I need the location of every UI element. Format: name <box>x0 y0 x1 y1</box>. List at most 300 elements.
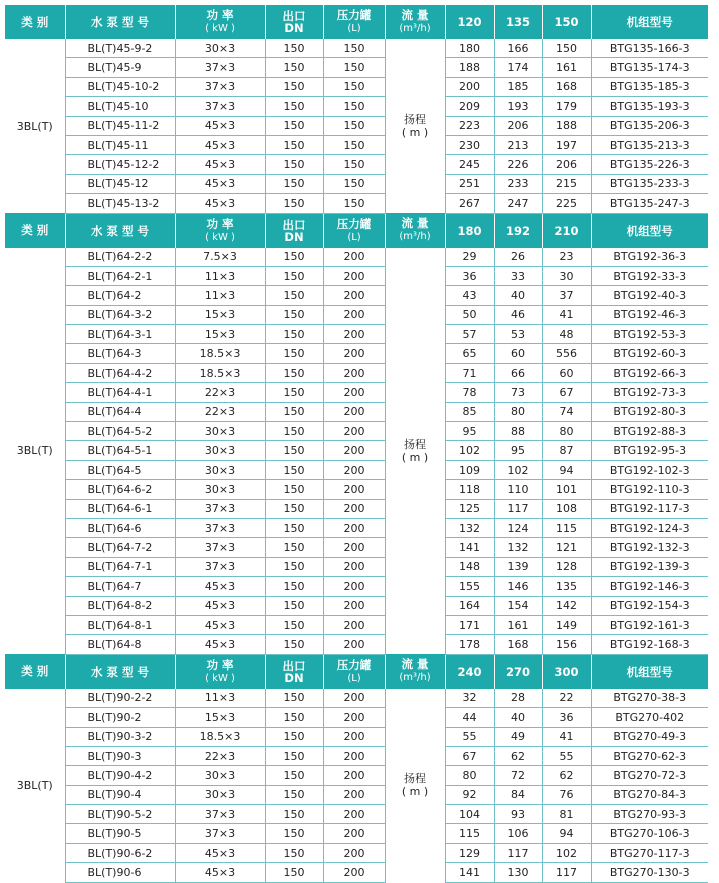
table-row <box>5 499 708 518</box>
cell-power: 30×3 <box>175 441 265 460</box>
table-row <box>5 480 708 499</box>
cell-pump-model: BL(T)45-11 <box>65 135 175 154</box>
cell-tank: 200 <box>323 286 385 305</box>
table-row <box>5 557 708 576</box>
category-cell: 3BL(T) <box>5 248 65 655</box>
cell-power: 11×3 <box>175 689 265 708</box>
section-header-row <box>5 5 708 39</box>
cell-tank: 150 <box>323 77 385 96</box>
cell-head-2: 154 <box>494 596 542 615</box>
cell-pump-model: BL(T)64-3 <box>65 344 175 363</box>
table-row <box>5 577 708 596</box>
cell-power: 45×3 <box>175 155 265 174</box>
cell-outlet: 150 <box>265 266 323 285</box>
cell-unit-model: BTG270-38-3 <box>591 689 708 708</box>
cell-head-3: 168 <box>542 77 591 96</box>
cell-tank: 200 <box>323 441 385 460</box>
table-row <box>5 155 708 174</box>
cell-head-1: 148 <box>445 557 494 576</box>
cell-outlet: 150 <box>265 557 323 576</box>
cell-pump-model: BL(T)90-2-2 <box>65 689 175 708</box>
cell-outlet: 150 <box>265 863 323 882</box>
cell-power: 37×3 <box>175 58 265 77</box>
cell-outlet: 150 <box>265 746 323 765</box>
cell-head-2: 60 <box>494 344 542 363</box>
head-label: 扬程 <box>404 772 426 786</box>
cell-head-1: 118 <box>445 480 494 499</box>
cell-head-3: 188 <box>542 116 591 135</box>
cell-unit-model: BTG192-66-3 <box>591 363 708 382</box>
cell-power: 45×3 <box>175 116 265 135</box>
table-row <box>5 248 708 267</box>
cell-head-3: 36 <box>542 708 591 727</box>
cell-head-3: 62 <box>542 766 591 785</box>
header-tank-text: 压力罐 <box>336 657 372 672</box>
header-tank-text: (L) <box>347 23 361 34</box>
cell-head-3: 161 <box>542 58 591 77</box>
table-row <box>5 766 708 785</box>
cell-power: 45×3 <box>175 174 265 193</box>
cell-head-1: 132 <box>445 518 494 537</box>
cell-head-2: 72 <box>494 766 542 785</box>
header-tank <box>323 654 385 689</box>
cell-pump-model: BL(T)90-4-2 <box>65 766 175 785</box>
header-outlet <box>265 213 323 248</box>
cell-unit-model: BTG192-110-3 <box>591 480 708 499</box>
cell-pump-model: BL(T)64-2-1 <box>65 266 175 285</box>
cell-head-1: 36 <box>445 266 494 285</box>
cell-pump-model: BL(T)90-5 <box>65 824 175 843</box>
cell-tank: 200 <box>323 843 385 862</box>
cell-unit-model: BTG270-49-3 <box>591 727 708 746</box>
cell-pump-model: BL(T)64-2 <box>65 286 175 305</box>
header-flow-1 <box>445 213 494 248</box>
header-flow-3 <box>542 654 591 689</box>
cell-head-2: 139 <box>494 557 542 576</box>
cell-head-2: 46 <box>494 305 542 324</box>
header-flow-text: (m³/h) <box>399 672 431 684</box>
head-label-cell <box>385 689 445 882</box>
cell-head-1: 50 <box>445 305 494 324</box>
cell-power: 45×3 <box>175 596 265 615</box>
table-row <box>5 39 708 58</box>
table-row <box>5 402 708 421</box>
cell-tank: 150 <box>323 58 385 77</box>
cell-power: 45×3 <box>175 577 265 596</box>
cell-unit-model: BTG270-130-3 <box>591 863 708 882</box>
table-row <box>5 135 708 154</box>
cell-head-1: 29 <box>445 248 494 267</box>
cell-outlet: 150 <box>265 577 323 596</box>
cell-tank: 150 <box>323 116 385 135</box>
cell-tank: 200 <box>323 635 385 654</box>
cell-unit-model: BTG192-53-3 <box>591 325 708 344</box>
cell-head-2: 247 <box>494 194 542 213</box>
table-row <box>5 746 708 765</box>
cell-power: 45×3 <box>175 635 265 654</box>
table-body <box>5 5 708 882</box>
header-flow-2-text: 192 <box>505 223 530 238</box>
cell-head-2: 102 <box>494 460 542 479</box>
cell-head-2: 117 <box>494 843 542 862</box>
cell-power: 22×3 <box>175 383 265 402</box>
cell-tank: 200 <box>323 785 385 804</box>
header-unit-model <box>591 5 708 39</box>
cell-head-2: 40 <box>494 708 542 727</box>
cell-head-3: 149 <box>542 615 591 634</box>
cell-outlet: 150 <box>265 843 323 862</box>
cell-unit-model: BTG270-93-3 <box>591 805 708 824</box>
cell-head-2: 106 <box>494 824 542 843</box>
cell-head-2: 168 <box>494 635 542 654</box>
cell-power: 45×3 <box>175 194 265 213</box>
cell-head-3: 128 <box>542 557 591 576</box>
header-power-text: 功 率 <box>206 8 234 22</box>
cell-outlet: 150 <box>265 689 323 708</box>
cell-head-2: 95 <box>494 441 542 460</box>
cell-head-1: 209 <box>445 97 494 116</box>
cell-head-3: 48 <box>542 325 591 344</box>
cell-head-2: 174 <box>494 58 542 77</box>
header-flow-text: (m³/h) <box>399 23 431 34</box>
cell-head-3: 30 <box>542 266 591 285</box>
cell-outlet: 150 <box>265 460 323 479</box>
header-flow-1 <box>445 5 494 39</box>
cell-pump-model: BL(T)64-4-1 <box>65 383 175 402</box>
cell-tank: 200 <box>323 383 385 402</box>
cell-power: 30×3 <box>175 480 265 499</box>
cell-power: 11×3 <box>175 286 265 305</box>
cell-head-1: 55 <box>445 727 494 746</box>
cell-head-2: 233 <box>494 174 542 193</box>
cell-head-2: 66 <box>494 363 542 382</box>
header-unit-model <box>591 213 708 248</box>
table-row <box>5 441 708 460</box>
cell-tank: 200 <box>323 325 385 344</box>
cell-pump-model: BL(T)90-6 <box>65 863 175 882</box>
cell-head-3: 94 <box>542 460 591 479</box>
header-type-text: 类 别 <box>21 15 49 29</box>
cell-unit-model: BTG135-226-3 <box>591 155 708 174</box>
header-tank-text: 压力罐 <box>336 216 372 231</box>
cell-power: 37×3 <box>175 538 265 557</box>
cell-pump-model: BL(T)64-7 <box>65 577 175 596</box>
cell-unit-model: BTG270-106-3 <box>591 824 708 843</box>
header-power-text: ( kW ) <box>205 672 235 684</box>
cell-power: 37×3 <box>175 824 265 843</box>
cell-head-2: 124 <box>494 518 542 537</box>
cell-outlet: 150 <box>265 402 323 421</box>
cell-head-1: 245 <box>445 155 494 174</box>
cell-power: 30×3 <box>175 766 265 785</box>
cell-head-3: 23 <box>542 248 591 267</box>
cell-head-2: 33 <box>494 266 542 285</box>
cell-pump-model: BL(T)64-3-2 <box>65 305 175 324</box>
header-unit-model-text: 机组型号 <box>626 15 673 29</box>
cell-head-1: 141 <box>445 538 494 557</box>
cell-tank: 200 <box>323 363 385 382</box>
cell-head-3: 102 <box>542 843 591 862</box>
cell-unit-model: BTG192-102-3 <box>591 460 708 479</box>
table-row <box>5 58 708 77</box>
table-row <box>5 77 708 96</box>
header-outlet-text: 出口 <box>282 217 306 232</box>
cell-head-1: 230 <box>445 135 494 154</box>
table-row <box>5 596 708 615</box>
cell-head-2: 161 <box>494 615 542 634</box>
cell-head-2: 80 <box>494 402 542 421</box>
header-pump-model <box>65 5 175 39</box>
header-type <box>5 5 65 39</box>
cell-outlet: 150 <box>265 194 323 213</box>
cell-unit-model: BTG135-206-3 <box>591 116 708 135</box>
cell-head-1: 78 <box>445 383 494 402</box>
cell-unit-model: BTG192-73-3 <box>591 383 708 402</box>
header-tank-text: 压力罐 <box>336 8 372 22</box>
cell-tank: 200 <box>323 266 385 285</box>
cell-pump-model: BL(T)90-3-2 <box>65 727 175 746</box>
cell-pump-model: BL(T)64-5-1 <box>65 441 175 460</box>
cell-outlet: 150 <box>265 39 323 58</box>
cell-head-2: 73 <box>494 383 542 402</box>
cell-outlet: 150 <box>265 155 323 174</box>
cell-tank: 200 <box>323 248 385 267</box>
table-row <box>5 383 708 402</box>
cell-outlet: 150 <box>265 441 323 460</box>
cell-head-2: 49 <box>494 727 542 746</box>
table-row <box>5 785 708 804</box>
table-row <box>5 538 708 557</box>
cell-head-1: 109 <box>445 460 494 479</box>
category-cell: 3BL(T) <box>5 689 65 882</box>
cell-head-3: 81 <box>542 805 591 824</box>
cell-unit-model: BTG270-402 <box>591 708 708 727</box>
cell-head-1: 92 <box>445 785 494 804</box>
cell-head-3: 197 <box>542 135 591 154</box>
head-unit: ( m ) <box>401 450 429 464</box>
cell-head-3: 556 <box>542 344 591 363</box>
header-flow-2 <box>494 5 542 39</box>
cell-power: 30×3 <box>175 785 265 804</box>
cell-head-1: 200 <box>445 77 494 96</box>
cell-unit-model: BTG270-72-3 <box>591 766 708 785</box>
cell-pump-model: BL(T)45-12 <box>65 174 175 193</box>
cell-power: 22×3 <box>175 746 265 765</box>
cell-pump-model: BL(T)64-4-2 <box>65 363 175 382</box>
cell-pump-model: BL(T)64-5-2 <box>65 422 175 441</box>
table-row <box>5 266 708 285</box>
cell-tank: 200 <box>323 402 385 421</box>
header-pump-model-text: 水 泵 型 号 <box>90 15 149 29</box>
cell-tank: 200 <box>323 766 385 785</box>
cell-power: 37×3 <box>175 805 265 824</box>
cell-head-1: 129 <box>445 843 494 862</box>
table-row <box>5 116 708 135</box>
header-flow-1-text: 240 <box>457 664 482 679</box>
cell-tank: 200 <box>323 863 385 882</box>
cell-unit-model: BTG270-84-3 <box>591 785 708 804</box>
cell-unit-model: BTG135-233-3 <box>591 174 708 193</box>
header-flow-2 <box>494 654 542 689</box>
cell-head-2: 93 <box>494 805 542 824</box>
header-flow-text: 流 量 <box>401 8 429 22</box>
cell-head-3: 101 <box>542 480 591 499</box>
cell-pump-model: BL(T)64-8 <box>65 635 175 654</box>
cell-tank: 200 <box>323 615 385 634</box>
cell-head-2: 110 <box>494 480 542 499</box>
header-unit-model <box>591 654 708 689</box>
table-row <box>5 843 708 862</box>
cell-unit-model: BTG192-146-3 <box>591 577 708 596</box>
cell-head-3: 87 <box>542 441 591 460</box>
cell-pump-model: BL(T)64-2-2 <box>65 248 175 267</box>
cell-power: 18.5×3 <box>175 344 265 363</box>
header-power <box>175 213 265 248</box>
header-flow-text: (m³/h) <box>399 231 431 243</box>
cell-unit-model: BTG192-154-3 <box>591 596 708 615</box>
table-row <box>5 689 708 708</box>
cell-outlet: 150 <box>265 727 323 746</box>
header-outlet <box>265 654 323 689</box>
cell-power: 45×3 <box>175 843 265 862</box>
cell-tank: 200 <box>323 344 385 363</box>
cell-head-3: 156 <box>542 635 591 654</box>
table-row <box>5 460 708 479</box>
cell-head-3: 142 <box>542 596 591 615</box>
table-row <box>5 194 708 213</box>
cell-tank: 200 <box>323 727 385 746</box>
cell-tank: 200 <box>323 824 385 843</box>
cell-unit-model: BTG192-132-3 <box>591 538 708 557</box>
cell-unit-model: BTG192-88-3 <box>591 422 708 441</box>
cell-head-1: 164 <box>445 596 494 615</box>
cell-head-3: 67 <box>542 383 591 402</box>
table-row <box>5 286 708 305</box>
cell-tank: 150 <box>323 194 385 213</box>
table-row <box>5 708 708 727</box>
cell-head-2: 28 <box>494 689 542 708</box>
cell-head-1: 104 <box>445 805 494 824</box>
cell-head-1: 125 <box>445 499 494 518</box>
header-flow-2-text: 270 <box>505 664 530 679</box>
cell-outlet: 150 <box>265 344 323 363</box>
cell-head-2: 130 <box>494 863 542 882</box>
cell-unit-model: BTG192-33-3 <box>591 266 708 285</box>
cell-outlet: 150 <box>265 305 323 324</box>
cell-head-1: 141 <box>445 863 494 882</box>
cell-head-3: 179 <box>542 97 591 116</box>
head-unit: ( m ) <box>401 126 429 139</box>
cell-head-3: 150 <box>542 39 591 58</box>
header-outlet-text: 出口 <box>282 658 306 673</box>
header-pump-model <box>65 654 175 689</box>
cell-tank: 150 <box>323 135 385 154</box>
cell-tank: 200 <box>323 689 385 708</box>
cell-pump-model: BL(T)45-10 <box>65 97 175 116</box>
cell-pump-model: BL(T)45-9 <box>65 58 175 77</box>
header-power-text: ( kW ) <box>205 23 235 34</box>
cell-head-2: 53 <box>494 325 542 344</box>
header-outlet-text: 出口 <box>282 9 306 23</box>
cell-power: 30×3 <box>175 460 265 479</box>
cell-head-3: 108 <box>542 499 591 518</box>
cell-head-3: 22 <box>542 689 591 708</box>
cell-pump-model: BL(T)45-13-2 <box>65 194 175 213</box>
cell-power: 18.5×3 <box>175 727 265 746</box>
cell-power: 30×3 <box>175 422 265 441</box>
table-row <box>5 805 708 824</box>
cell-tank: 200 <box>323 746 385 765</box>
header-pump-model-text: 水 泵 型 号 <box>90 223 149 238</box>
cell-head-3: 94 <box>542 824 591 843</box>
header-flow-1-text: 120 <box>457 15 482 29</box>
cell-pump-model: BL(T)90-3 <box>65 746 175 765</box>
cell-head-2: 117 <box>494 499 542 518</box>
table-row <box>5 863 708 882</box>
cell-head-2: 132 <box>494 538 542 557</box>
table-row <box>5 174 708 193</box>
cell-head-1: 102 <box>445 441 494 460</box>
cell-power: 37×3 <box>175 97 265 116</box>
cell-power: 15×3 <box>175 305 265 324</box>
cell-unit-model: BTG135-185-3 <box>591 77 708 96</box>
head-unit: ( m ) <box>401 785 429 799</box>
header-power-text: 功 率 <box>206 216 234 231</box>
cell-power: 37×3 <box>175 77 265 96</box>
pump-spec-sheet <box>5 5 708 883</box>
header-outlet-text: DN <box>284 21 304 35</box>
header-unit-model-text: 机组型号 <box>626 664 673 679</box>
cell-outlet: 150 <box>265 480 323 499</box>
table-row <box>5 363 708 382</box>
header-power-text: ( kW ) <box>205 231 235 243</box>
cell-tank: 200 <box>323 708 385 727</box>
cell-tank: 200 <box>323 596 385 615</box>
header-flow-2-text: 135 <box>505 15 530 29</box>
cell-head-1: 180 <box>445 39 494 58</box>
cell-head-2: 206 <box>494 116 542 135</box>
head-label-cell <box>385 248 445 655</box>
cell-outlet: 150 <box>265 785 323 804</box>
header-type <box>5 213 65 248</box>
cell-head-3: 135 <box>542 577 591 596</box>
cell-tank: 200 <box>323 422 385 441</box>
cell-tank: 200 <box>323 480 385 499</box>
cell-head-3: 115 <box>542 518 591 537</box>
cell-tank: 150 <box>323 39 385 58</box>
header-flow-3-text: 150 <box>554 15 579 29</box>
cell-outlet: 150 <box>265 538 323 557</box>
cell-unit-model: BTG135-166-3 <box>591 39 708 58</box>
cell-outlet: 150 <box>265 286 323 305</box>
cell-head-2: 146 <box>494 577 542 596</box>
cell-head-3: 41 <box>542 305 591 324</box>
cell-outlet: 150 <box>265 708 323 727</box>
cell-unit-model: BTG192-139-3 <box>591 557 708 576</box>
cell-head-3: 225 <box>542 194 591 213</box>
cell-head-1: 67 <box>445 746 494 765</box>
cell-head-3: 55 <box>542 746 591 765</box>
cell-unit-model: BTG192-161-3 <box>591 615 708 634</box>
cell-outlet: 150 <box>265 383 323 402</box>
cell-pump-model: BL(T)64-5 <box>65 460 175 479</box>
cell-head-3: 41 <box>542 727 591 746</box>
cell-head-2: 84 <box>494 785 542 804</box>
cell-head-3: 117 <box>542 863 591 882</box>
pump-spec-table <box>5 5 708 883</box>
cell-pump-model: BL(T)64-8-2 <box>65 596 175 615</box>
cell-tank: 200 <box>323 305 385 324</box>
